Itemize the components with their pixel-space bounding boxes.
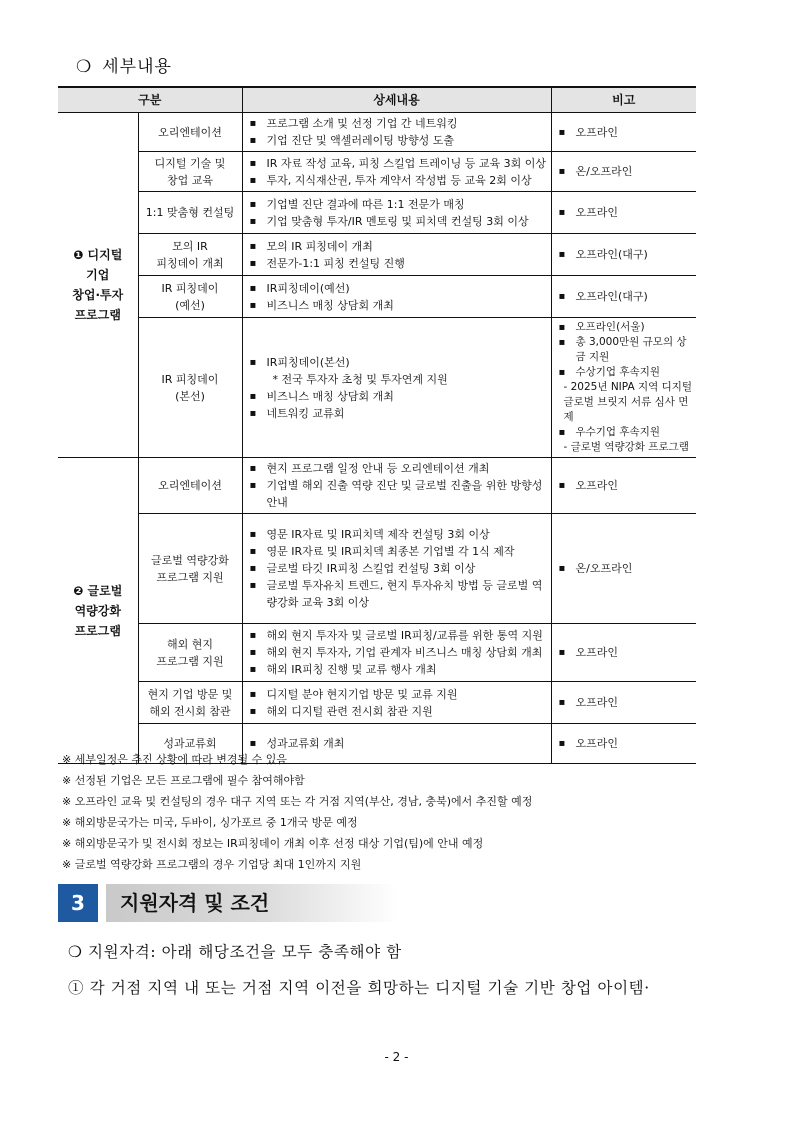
details-cell xyxy=(242,192,551,234)
group-title-cell xyxy=(58,113,138,458)
remarks-cell xyxy=(551,113,696,152)
details-list xyxy=(247,627,547,678)
remarks-item: ▪ 오프라인 xyxy=(556,204,693,221)
program-name-line: 오리엔테이션 xyxy=(158,125,222,139)
remarks-item: - 2025년 NIPA 지역 디지털 글로벌 브릿지 서류 심사 면제 xyxy=(563,381,693,423)
section-title: 세부내용 xyxy=(102,57,172,77)
details-list xyxy=(247,354,547,422)
note-line: ※ 글로벌 역량강화 프로그램의 경우 기업당 최대 1인까지 지원 xyxy=(62,858,362,871)
details-item: ▪ IR피칭데이(예선) xyxy=(247,280,547,297)
note-line: ※ 오프라인 교육 및 컨설팅의 경우 대구 지역 또는 각 거점 지역(부산, 경남, 충북)에서 추진할 예정 xyxy=(62,795,533,808)
program-name-cell xyxy=(138,682,242,724)
remarks-cell xyxy=(551,318,696,458)
details-cell xyxy=(242,514,551,624)
details-item: * 전국 투자자 초청 및 투자연계 지원 xyxy=(272,372,448,386)
remarks-list xyxy=(556,477,693,494)
table-row xyxy=(58,682,696,724)
note-line: ※ 해외방문국가는 미국, 두바이, 싱가포르 중 1개국 방문 예정 xyxy=(62,816,358,829)
details-item: ▪ 해외 현지 투자자, 기업 관계자 비즈니스 매칭 상담회 개최 xyxy=(247,644,547,661)
details-item: ▪ 프로그램 소개 및 선정 기업 간 네트워킹 xyxy=(247,115,547,132)
program-name-line: (본선) xyxy=(175,389,205,403)
circle-bullet-icon: ❍ xyxy=(76,57,93,77)
table-row xyxy=(58,276,696,318)
details-cell xyxy=(242,458,551,514)
program-name-line: 해외 전시회 참관 xyxy=(149,704,231,718)
details-list xyxy=(247,280,547,314)
remarks-cell xyxy=(551,276,696,318)
details-item: ▪ 디지털 분야 현지기업 방문 및 교류 지원 xyxy=(247,686,547,703)
details-list xyxy=(247,686,547,720)
details-item: ▪ 글로벌 타깃 IR피칭 스킬업 컨설팅 3회 이상 xyxy=(247,560,547,577)
qualification-item-1: ① 각 거점 지역 내 또는 거점 지역 이전을 희망하는 디지털 기술 기반 창업 아이템· xyxy=(68,979,650,997)
program-name-line: 모의 IR xyxy=(172,239,208,253)
program-name-line: 성과교류회 xyxy=(163,737,217,750)
remarks-list xyxy=(556,288,693,305)
program-table xyxy=(58,86,696,764)
details-item: ▪ 네트워킹 교류회 xyxy=(247,405,547,422)
program-name-line: (예선) xyxy=(175,298,205,312)
group-title-line: ❷ 글로벌 xyxy=(73,583,123,598)
details-item: ▪ 현지 프로그램 일정 안내 등 오리엔테이션 개최 xyxy=(247,460,547,477)
remarks-item: ▪ 수상기업 후속지원 xyxy=(556,365,693,380)
details-item: ▪ 글로벌 투자유치 트렌드, 현지 투자유치 방법 등 글로벌 역량강화 교육 3회 이상 xyxy=(247,577,547,611)
note-line: ※ 선정된 기업은 모든 프로그램에 필수 참여해야함 xyxy=(62,774,305,787)
details-item: ▪ 비즈니스 매칭 상담회 개최 xyxy=(247,388,547,405)
remarks-item: ▪ 온/오프라인 xyxy=(556,163,693,180)
details-list xyxy=(247,460,547,511)
table-row xyxy=(58,458,696,514)
table-row xyxy=(58,113,696,152)
page-number: - 2 - xyxy=(384,1050,409,1064)
group-title-line: 프로그램 xyxy=(74,623,121,638)
remarks-item: ▪ 오프라인(서울) xyxy=(556,320,693,335)
remarks-cell xyxy=(551,624,696,682)
program-name-cell xyxy=(138,276,242,318)
program-name-cell xyxy=(138,192,242,234)
header-remarks: 비고 xyxy=(551,87,696,113)
program-name-line: 1:1 맞춤형 컨설팅 xyxy=(145,206,235,219)
table-row xyxy=(58,192,696,234)
details-item: ▪ 비즈니스 매칭 상담회 개최 xyxy=(247,297,547,314)
remarks-list xyxy=(556,735,693,752)
program-name-cell xyxy=(138,514,242,624)
section-heading xyxy=(76,52,172,77)
section-banner xyxy=(58,884,398,922)
remarks-list xyxy=(556,246,693,263)
details-item: ▪ 성과교류회 개최 xyxy=(247,735,547,752)
remarks-item: ▪ 오프라인 xyxy=(556,735,693,752)
table-body xyxy=(58,113,696,764)
table-row xyxy=(58,514,696,624)
group-title-line: 기업 xyxy=(86,268,110,282)
section-number-badge: 3 xyxy=(58,884,98,922)
details-item: ▪ 기업 맞춤형 투자/IR 멘토링 및 피치덱 컨설팅 3회 이상 xyxy=(247,213,547,230)
details-cell xyxy=(242,318,551,458)
details-cell xyxy=(242,113,551,152)
remarks-item: ▪ 오프라인 xyxy=(556,124,693,141)
group-title-line: 창업·투자 xyxy=(72,288,124,302)
details-list xyxy=(247,115,547,149)
details-cell xyxy=(242,152,551,192)
note-line: ※ 해외방문국가 및 전시회 정보는 IR피칭데이 개최 이후 선정 대상 기업(팀)에 안내 예정 xyxy=(62,837,484,850)
details-item: ▪ 영문 IR자료 및 IR피치덱 최종본 기업별 각 1식 제작 xyxy=(247,543,547,560)
remarks-item: ▪ 오프라인 xyxy=(556,644,693,661)
remarks-cell xyxy=(551,152,696,192)
program-name-cell xyxy=(138,318,242,458)
program-name-line: 디지털 기술 및 xyxy=(154,156,226,170)
remarks-list xyxy=(556,124,693,141)
details-item: ▪ 기업별 진단 결과에 따른 1:1 전문가 매칭 xyxy=(247,196,547,213)
remarks-cell xyxy=(551,682,696,724)
header-details: 상세내용 xyxy=(242,87,551,113)
program-name-line: 해외 현지 xyxy=(166,637,213,651)
program-name-cell xyxy=(138,152,242,192)
remarks-list xyxy=(556,163,693,180)
details-item: ▪ 해외 디지털 관련 전시회 참관 지원 xyxy=(247,703,547,720)
program-name-line: IR 피칭데이 xyxy=(161,281,219,295)
details-item: ▪ 전문가-1:1 피칭 컨설팅 진행 xyxy=(247,255,547,272)
details-list xyxy=(247,196,547,230)
details-cell xyxy=(242,624,551,682)
remarks-item: ▪ 오프라인 xyxy=(556,694,693,711)
remarks-cell xyxy=(551,724,696,764)
group-title-line: ❶ 디지털 xyxy=(73,248,123,262)
details-list xyxy=(247,526,547,611)
table-row xyxy=(58,234,696,276)
header-category: 구분 xyxy=(58,87,242,113)
details-cell xyxy=(242,234,551,276)
remarks-cell xyxy=(551,192,696,234)
details-item: ▪ 해외 IR피칭 진행 및 교류 행사 개최 xyxy=(247,661,547,678)
details-item: ▪ 영문 IR자료 및 IR피치덱 제작 컨설팅 3회 이상 xyxy=(247,526,547,543)
table-row xyxy=(58,624,696,682)
program-name-line: 오리엔테이션 xyxy=(158,479,222,492)
remarks-cell xyxy=(551,458,696,514)
table-row xyxy=(58,152,696,192)
section-banner-title: 지원자격 및 조건 xyxy=(106,884,398,922)
program-name-line: 글로벌 역량강화 xyxy=(151,553,229,567)
remarks-item: ▪ 오프라인(대구) xyxy=(556,246,693,263)
remarks-cell xyxy=(551,514,696,624)
program-name-cell xyxy=(138,113,242,152)
remarks-item: ▪ 온/오프라인 xyxy=(556,560,693,577)
details-item: ▪ 기업별 해외 진출 역량 진단 및 글로벌 진출을 위한 방향성 안내 xyxy=(247,477,547,511)
qualification-line: ❍ 지원자격: 아래 해당조건을 모두 충족해야 함 xyxy=(68,943,402,961)
program-name-line: 창업 교육 xyxy=(166,173,213,187)
program-name-line: 피칭데이 개최 xyxy=(156,256,224,270)
note-line: ※ 세부일정은 추진 상황에 따라 변경될 수 있음 xyxy=(62,753,287,766)
notes-list xyxy=(62,749,532,875)
details-list xyxy=(247,155,547,189)
details-cell xyxy=(242,276,551,318)
program-name-cell xyxy=(138,234,242,276)
details-item: ▪ 투자, 지식재산권, 투자 계약서 작성법 등 교육 2회 이상 xyxy=(247,172,547,189)
details-item: ▪ IR피칭데이(본선) xyxy=(247,354,547,371)
group-title-line: 프로그램 xyxy=(74,308,121,322)
group-title-cell xyxy=(58,458,138,764)
program-name-line: 프로그램 지원 xyxy=(156,654,224,668)
group-title-line: 역량강화 xyxy=(74,603,121,618)
program-name-line: 프로그램 지원 xyxy=(156,570,224,584)
remarks-item: ▪ 우수기업 후속지원 xyxy=(556,425,693,440)
table-header-row xyxy=(58,87,696,113)
program-name-line: IR 피칭데이 xyxy=(161,372,219,386)
remarks-list xyxy=(556,320,693,455)
table-row xyxy=(58,318,696,458)
remarks-item: - 글로벌 역량강화 프로그램 xyxy=(563,441,689,453)
program-name-cell xyxy=(138,458,242,514)
program-name-cell xyxy=(138,624,242,682)
details-item: ▪ 모의 IR 피칭데이 개최 xyxy=(247,238,547,255)
remarks-cell xyxy=(551,234,696,276)
details-item: ▪ IR 자료 작성 교육, 피칭 스킬업 트레이닝 등 교육 3회 이상 xyxy=(247,155,547,172)
details-cell xyxy=(242,682,551,724)
remarks-list xyxy=(556,560,693,577)
details-item: ▪ 기업 진단 및 액셀러레이팅 방향성 도출 xyxy=(247,132,547,149)
details-item: ▪ 해외 현지 투자자 및 글로벌 IR피칭/교류를 위한 통역 지원 xyxy=(247,627,547,644)
remarks-item: ▪ 오프라인 xyxy=(556,477,693,494)
remarks-item: ▪ 오프라인(대구) xyxy=(556,288,693,305)
details-list xyxy=(247,238,547,272)
remarks-list xyxy=(556,204,693,221)
remarks-list xyxy=(556,694,693,711)
remarks-list xyxy=(556,644,693,661)
remarks-item: ▪ 총 3,000만원 규모의 상금 지원 xyxy=(556,335,693,365)
program-name-line: 현지 기업 방문 및 xyxy=(147,687,233,701)
